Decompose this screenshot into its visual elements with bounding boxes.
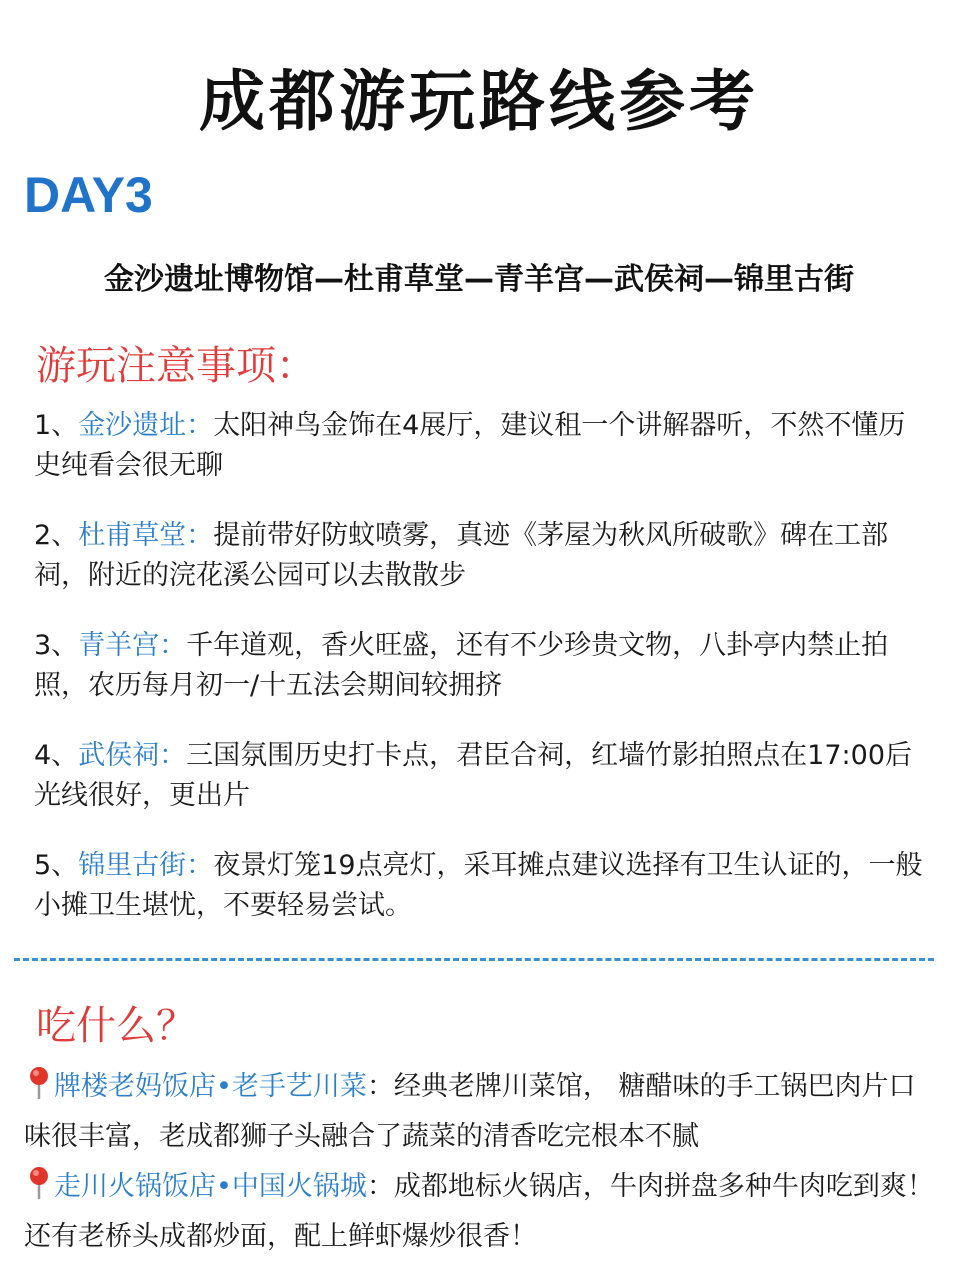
route-line: 金沙遗址博物馆—杜甫草堂—青羊宫—武侯祠—锦里古街: [104, 262, 854, 297]
tips-list: [34, 406, 924, 956]
food-place: 走川火锅饭店•中国火锅城: [54, 1171, 367, 1202]
food-text: ：经典老牌川菜馆， 糖醋味的手工锅巴肉片口味很丰富，老成都狮子头融合了蔬菜的清香吃完根本不腻: [24, 1071, 916, 1152]
tip-item: [34, 516, 924, 596]
food-text: ：成都地标火锅店，牛肉拼盘多种牛肉吃到爽！还有老桥头成都炒面，配上鲜虾爆炒很香！: [24, 1171, 934, 1252]
tip-item: [34, 626, 924, 706]
tip-number: 5、: [34, 850, 79, 881]
tip-text: 提前带好防蚊喷雾，真迹《茅屋为秋风所破歌》碑在工部祠，附近的浣花溪公园可以去散散步: [34, 520, 889, 591]
tip-text: 太阳神鸟金饰在4展厅，建议租一个讲解器听，不然不懂历史纯看会很无聊: [34, 410, 906, 481]
food-heading: 吃什么？: [36, 1003, 196, 1049]
tip-place: 武侯祠：: [78, 740, 187, 771]
food-item: [24, 1062, 939, 1162]
tip-place: 杜甫草堂：: [78, 520, 214, 551]
tip-item: [34, 736, 924, 816]
tip-number: 1、: [34, 410, 79, 441]
day-label: DAY3: [24, 167, 153, 223]
tip-place: 金沙遗址：: [78, 410, 214, 441]
tip-item: [34, 846, 924, 926]
tip-text: 三国氛围历史打卡点，君臣合祠，红墙竹影拍照点在17:00后光线很好，更出片: [34, 740, 912, 811]
tip-text: 夜景灯笼19点亮灯，采耳摊点建议选择有卫生认证的，一般小摊卫生堪忧，不要轻易尝试。: [34, 850, 923, 921]
pin-icon: [24, 1165, 54, 1201]
tip-number: 4、: [34, 740, 79, 771]
tips-heading: 游玩注意事项：: [36, 343, 316, 389]
food-list: [24, 1062, 939, 1262]
tip-number: 3、: [34, 630, 79, 661]
food-item: [24, 1162, 939, 1262]
pin-icon: [24, 1065, 54, 1101]
tip-text: 千年道观，香火旺盛，还有不少珍贵文物，八卦亭内禁止拍照，农历每月初一/十五法会期间较拥挤: [34, 630, 889, 701]
tip-item: [34, 406, 924, 486]
tip-place: 锦里古街：: [78, 850, 214, 881]
dashed-divider: [14, 958, 934, 961]
page-title: 成都游玩路线参考: [199, 63, 759, 140]
food-place: 牌楼老妈饭店•老手艺川菜: [54, 1071, 367, 1102]
tip-place: 青羊宫：: [78, 630, 187, 661]
tip-number: 2、: [34, 520, 79, 551]
